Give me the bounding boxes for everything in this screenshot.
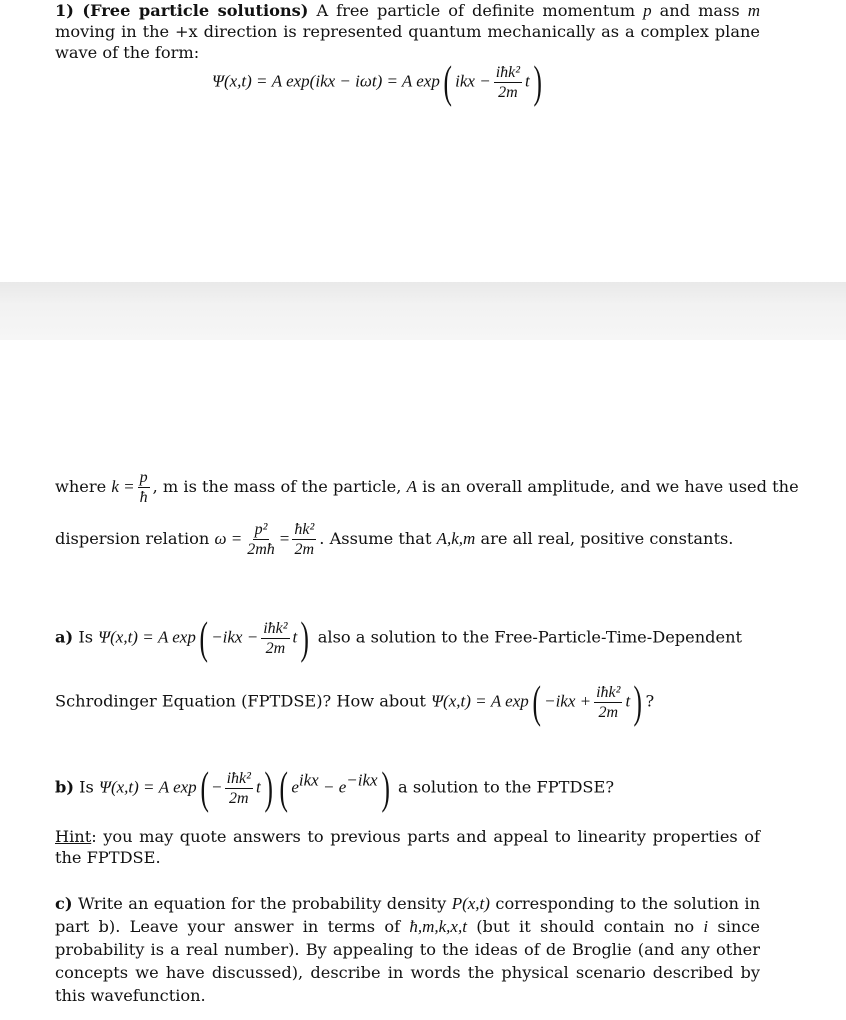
symbol-p: p: [643, 1, 652, 20]
hint-paragraph: [55, 826, 760, 868]
part-a-line-2: Schrodinger Equation (FPTDSE)? How about Ψ(x,t) = A exp( −ikx + $\frac{\text{iħk²}}{2m}$ t) ?: [55, 676, 655, 727]
main-wave-equation: [212, 56, 545, 107]
part-c-label: c): [55, 894, 73, 913]
part-a-is: Is: [78, 627, 94, 647]
part-c-paragraph: c) Write an equation for the probability density P(x,t) corresponding to the solution in part b). Leave your answer in terms of ħ,m,k,x,t (but it should contain no i since probability is a real number). By appealing to the ideas of de Broglie (and any other concepts we have discussed), describe in words the physical scenario described by this wavefunction.: [55, 894, 760, 1005]
intro-text-a: A free particle of definite momentum: [316, 1, 636, 20]
w-den2: 2m: [294, 541, 315, 558]
part-b-eq-left: Ψ(x,t) = A exp: [99, 777, 197, 797]
part-a-eq1-left: Ψ(x,t) = A exp: [98, 627, 196, 647]
w-num2: ħk²: [294, 521, 315, 538]
part-b-frac: $\frac{\text{iħk²}}{2m}$: [226, 769, 251, 807]
problem-heading: 1) (Free particle solutions): [55, 1, 309, 20]
part-a-line-1: a) Is Ψ(x,t) = A exp( −ikx − $\frac{\text{iħk²}}{2m}$ t) also a solution to the Free-Particle-Time-Dependent: [55, 612, 743, 663]
omega-fraction-2: [292, 520, 316, 559]
assume-end: are all real, positive constants.: [480, 529, 734, 548]
part-b-line: b) Is Ψ(x,t) = A exp( − $\frac{\text{iħk²}}{2m}$ t) ( $e^{ikx} - e^{-ikx}$) a solution to the FPTDSE?: [55, 762, 615, 813]
w-den1: 2mħ: [247, 541, 275, 558]
constants: A,k,m: [436, 529, 476, 548]
part-a-frac-1: $\frac{\text{iħk²}}{2m}$: [263, 619, 288, 657]
main-frac-den: 2m: [498, 83, 518, 101]
symbol-i: i: [703, 917, 709, 936]
left-paren: (: [443, 56, 452, 107]
part-a-eq2-left: Ψ(x,t) = A exp: [431, 691, 529, 711]
main-fraction: [494, 63, 522, 102]
part-a-label: a): [55, 627, 74, 647]
k-equals: k =: [111, 477, 135, 496]
part-b-exp: e: [291, 777, 299, 797]
symbol-m: m: [747, 1, 760, 20]
k-den: ħ: [139, 489, 148, 506]
dispersion-lead: dispersion relation: [55, 529, 210, 548]
omega-fraction-1: [245, 520, 277, 559]
where-line: [55, 468, 799, 507]
part-a-text1: also a solution to the Free-Particle-Time-Dependent: [317, 627, 743, 647]
part-a-eq1-inner: −ikx −: [211, 627, 259, 647]
intro-text-b: and mass: [659, 1, 740, 20]
part-b-is: Is: [79, 777, 94, 797]
dispersion-line: dispersion relation ω = $\frac{\text{p²}}{2mħ}$ = $\frac{\text{ħk²}}{2m}$ . Assume that A,k,m are all real, positive constants.: [55, 521, 734, 558]
w-num1: p²: [254, 521, 268, 538]
omega-equals: ω =: [214, 529, 243, 548]
right-paren: ): [533, 56, 542, 107]
part-b-text: a solution to the FPTDSE?: [398, 777, 615, 797]
where-text-a: , m is the mass of the particle,: [152, 477, 402, 496]
part-a-qmark: ?: [645, 691, 655, 711]
page-break-band: [0, 282, 846, 340]
symbol-P: P(x,t): [451, 894, 490, 913]
part-c-vars: ħ,m,k,x,t: [409, 917, 467, 936]
where-text-b: is an overall amplitude, and we have used the: [422, 477, 799, 496]
part-a-text2: Schrodinger Equation (FPTDSE)? How about: [55, 691, 426, 711]
hint-text: : you may quote answers to previous parts and appeal to linearity properties of the FPTDSE.: [55, 827, 760, 867]
part-a-frac-2: $\frac{\text{iħk²}}{2m}$: [596, 683, 621, 721]
problem-intro: [55, 0, 760, 63]
assume-text: . Assume that: [319, 529, 432, 548]
k-num: p: [139, 469, 148, 486]
main-eq-inner: ikx −: [455, 71, 491, 91]
part-b-label: b): [55, 777, 74, 797]
intro-text-c: moving in the +x direction is represented quantum mechanically as a complex plane wave of the form:: [55, 22, 760, 62]
hint-label: Hint: [55, 827, 92, 846]
main-eq-left: Ψ(x,t) = A exp(ikx − iωt) = A exp: [212, 71, 440, 91]
k-fraction: [138, 468, 150, 507]
main-frac-num: iħk²: [495, 63, 521, 81]
main-eq-t: t: [525, 71, 530, 91]
where-lead: where: [55, 477, 107, 496]
symbol-A: A: [406, 477, 417, 496]
part-a-eq2-inner: −ikx +: [544, 691, 592, 711]
